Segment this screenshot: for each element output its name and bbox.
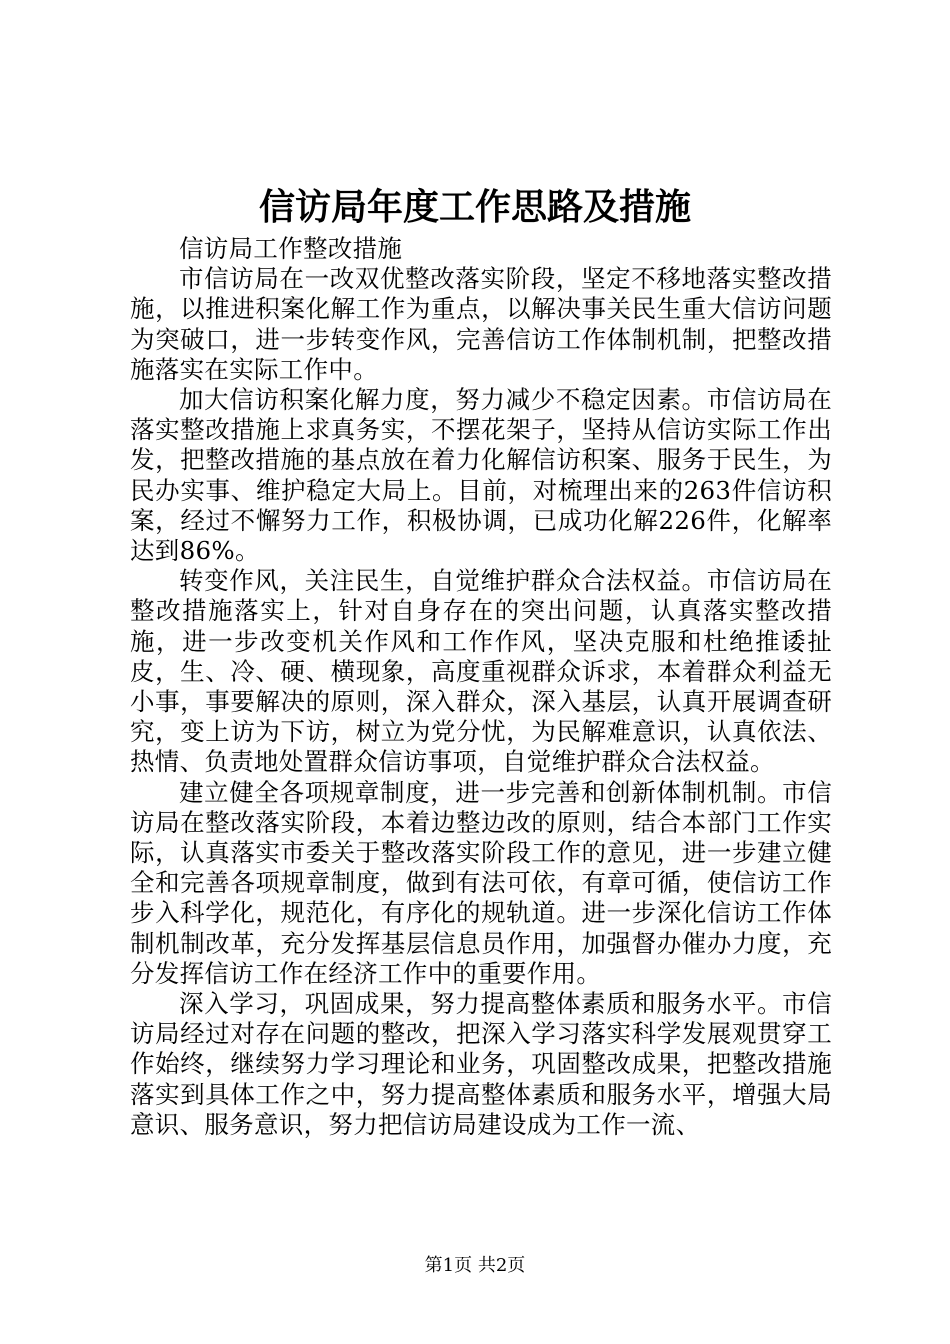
- paragraph-1: 市信访局在一改双优整改落实阶段，坚定不移地落实整改措施，以推进积案化解工作为重点，以解决事关民生重大信访问题为突破口，进一步转变作风，完善信访工作体制机制，把整改措施落实在实际工作中。: [130, 264, 832, 384]
- paragraph-4: 建立健全各项规章制度，进一步完善和创新体制机制。市信访局在整改落实阶段，本着边整边改的原则，结合本部门工作实际，认真落实市委关于整改落实阶段工作的意见，进一步建立健全和完善各项规章制度，做到有法可依，有章可循，使信访工作步入科学化，规范化，有序化的规轨道。进一步深化信访工作体制机制改革，充分发挥基层信息员作用，加强督办催办力度，充分发挥信访工作在经济工作中的重要作用。: [130, 777, 832, 988]
- document-title: 信访局年度工作思路及措施: [258, 186, 691, 228]
- document-body: [130, 234, 832, 1140]
- paragraph-2: 加大信访积案化解力度，努力减少不稳定因素。市信访局在落实整改措施上求真务实，不摆花架子，坚持从信访实际工作出发，把整改措施的基点放在着力化解信访积案、服务于民生，为民办实事、维护稳定大局上。目前，对梳理出来的263件信访积案，经过不懈努力工作，积极协调，已成功化解226件，化解率达到86%。: [130, 385, 832, 566]
- document-subtitle: 信访局工作整改措施: [179, 234, 403, 263]
- paragraph-3: 转变作风，关注民生，自觉维护群众合法权益。市信访局在整改措施落实上，针对自身存在的突出问题，认真落实整改措施，进一步改变机关作风和工作作风，坚决克服和杜绝推诿扯皮，生、冷、硬、横现象，高度重视群众诉求，本着群众利益无小事，事要解决的原则，深入群众，深入基层，认真开展调查研究，变上访为下访，树立为党分忧，为民解难意识，认真依法、热情、负责地处置群众信访事项，自觉维护群众合法权益。: [130, 566, 832, 777]
- paragraph-5: 深入学习，巩固成果，努力提高整体素质和服务水平。市信访局经过对存在问题的整改，把深入学习落实科学发展观贯穿工作始终，继续努力学习理论和业务，巩固整改成果，把整改措施落实到具体工作之中，努力提高整体素质和服务水平，增强大局意识、服务意识，努力把信访局建设成为工作一流、: [130, 989, 832, 1139]
- page-number-footer: 第1页 共2页: [424, 1255, 526, 1276]
